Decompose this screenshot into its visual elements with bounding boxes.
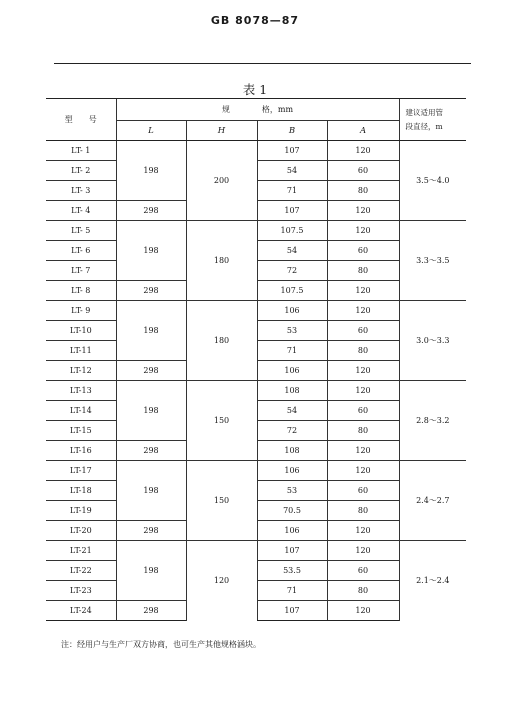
model-cell: LT-24 [46, 601, 116, 621]
model-cell: LT- 3 [46, 181, 116, 201]
width-B-cell: 53 [257, 481, 327, 501]
table-row [46, 221, 466, 241]
height-H-cell: 180 [186, 221, 257, 301]
width-A-cell: 80 [327, 261, 399, 281]
diameter-cell: 3.3～3.5 [399, 221, 466, 301]
length-L-cell: 198 [116, 301, 186, 361]
table-row [46, 301, 466, 321]
height-H-cell: 200 [186, 141, 257, 221]
width-B-cell: 106 [257, 461, 327, 481]
width-B-cell: 71 [257, 181, 327, 201]
model-cell: LT-16 [46, 441, 116, 461]
model-cell: LT-11 [46, 341, 116, 361]
width-B-cell: 72 [257, 421, 327, 441]
diameter-header-text: 建议适用管 段直径，m [405, 107, 444, 131]
width-B-cell: 54 [257, 161, 327, 181]
length-L-cell: 198 [116, 221, 186, 281]
width-A-cell: 80 [327, 581, 399, 601]
col-L-header: L [116, 121, 186, 141]
header-rule [54, 63, 471, 64]
width-B-cell: 54 [257, 401, 327, 421]
model-cell: LT-13 [46, 381, 116, 401]
length-L-cell: 198 [116, 141, 186, 201]
model-cell: LT- 1 [46, 141, 116, 161]
table-row [46, 461, 466, 481]
width-A-cell: 120 [327, 361, 399, 381]
model-cell: LT-18 [46, 481, 116, 501]
length-L-cell: 298 [116, 201, 186, 221]
diameter-cell: 2.4～2.7 [399, 461, 466, 541]
height-H-cell: 150 [186, 381, 257, 461]
model-cell: LT-10 [46, 321, 116, 341]
width-A-cell: 60 [327, 161, 399, 181]
width-A-cell: 120 [327, 601, 399, 621]
model-cell: LT- 6 [46, 241, 116, 261]
width-B-cell: 107.5 [257, 221, 327, 241]
model-cell: LT-21 [46, 541, 116, 561]
model-cell: LT- 2 [46, 161, 116, 181]
model-cell: LT-14 [46, 401, 116, 421]
length-L-cell: 198 [116, 541, 186, 601]
width-B-cell: 107 [257, 201, 327, 221]
width-A-cell: 60 [327, 401, 399, 421]
width-B-cell: 108 [257, 441, 327, 461]
width-B-cell: 53 [257, 321, 327, 341]
diameter-cell: 3.0～3.3 [399, 301, 466, 381]
model-cell: LT- 5 [46, 221, 116, 241]
width-B-cell: 71 [257, 341, 327, 361]
width-A-cell: 80 [327, 501, 399, 521]
diameter-cell: 2.1～2.4 [399, 541, 466, 621]
model-cell: LT- 4 [46, 201, 116, 221]
model-cell: LT-23 [46, 581, 116, 601]
length-L-cell: 298 [116, 441, 186, 461]
spec-table-body [46, 141, 466, 621]
length-L-cell: 298 [116, 521, 186, 541]
width-B-cell: 106 [257, 301, 327, 321]
width-A-cell: 120 [327, 201, 399, 221]
col-B-header: B [257, 121, 327, 141]
length-L-cell: 298 [116, 361, 186, 381]
model-cell: LT- 9 [46, 301, 116, 321]
width-B-cell: 107 [257, 601, 327, 621]
width-B-cell: 54 [257, 241, 327, 261]
width-A-cell: 120 [327, 221, 399, 241]
diameter-header [399, 99, 466, 141]
model-cell: LT-15 [46, 421, 116, 441]
model-cell: LT-17 [46, 461, 116, 481]
col-H-header: H [186, 121, 257, 141]
width-A-cell: 60 [327, 481, 399, 501]
standard-header: GB 8078—87 [210, 14, 300, 27]
width-A-cell: 120 [327, 521, 399, 541]
width-A-cell: 80 [327, 341, 399, 361]
width-A-cell: 60 [327, 561, 399, 581]
spec-table [46, 98, 466, 621]
width-B-cell: 72 [257, 261, 327, 281]
width-A-cell: 120 [327, 441, 399, 461]
width-A-cell: 80 [327, 421, 399, 441]
width-A-cell: 120 [327, 541, 399, 561]
width-B-cell: 53.5 [257, 561, 327, 581]
diameter-cell: 3.5～4.0 [399, 141, 466, 221]
table-row [46, 541, 466, 561]
model-cell: LT-19 [46, 501, 116, 521]
width-A-cell: 60 [327, 321, 399, 341]
length-L-cell: 198 [116, 381, 186, 441]
length-L-cell: 298 [116, 281, 186, 301]
width-B-cell: 106 [257, 521, 327, 541]
width-B-cell: 71 [257, 581, 327, 601]
model-cell: LT- 7 [46, 261, 116, 281]
length-L-cell: 298 [116, 601, 186, 621]
model-header: 型 号 [46, 99, 116, 141]
diameter-cell: 2.8～3.2 [399, 381, 466, 461]
width-A-cell: 120 [327, 301, 399, 321]
model-cell: LT-22 [46, 561, 116, 581]
width-B-cell: 107 [257, 141, 327, 161]
model-cell: LT-12 [46, 361, 116, 381]
height-H-cell: 120 [186, 541, 257, 621]
width-B-cell: 106 [257, 361, 327, 381]
width-A-cell: 120 [327, 141, 399, 161]
width-A-cell: 120 [327, 381, 399, 401]
height-H-cell: 180 [186, 301, 257, 381]
width-B-cell: 107 [257, 541, 327, 561]
model-cell: LT- 8 [46, 281, 116, 301]
table-row [46, 381, 466, 401]
width-A-cell: 80 [327, 181, 399, 201]
table-note: 注：经用户与生产厂双方协商，也可生产其他规格涵块。 [61, 640, 261, 649]
height-H-cell: 150 [186, 461, 257, 541]
width-B-cell: 107.5 [257, 281, 327, 301]
length-L-cell: 198 [116, 461, 186, 521]
width-A-cell: 120 [327, 461, 399, 481]
width-B-cell: 108 [257, 381, 327, 401]
width-B-cell: 70.5 [257, 501, 327, 521]
col-A-header: A [327, 121, 399, 141]
width-A-cell: 60 [327, 241, 399, 261]
model-cell: LT-20 [46, 521, 116, 541]
spec-group-header: 规 格，mm [116, 99, 399, 121]
width-A-cell: 120 [327, 281, 399, 301]
table-title: 表 1 [242, 82, 268, 97]
table-row [46, 141, 466, 161]
